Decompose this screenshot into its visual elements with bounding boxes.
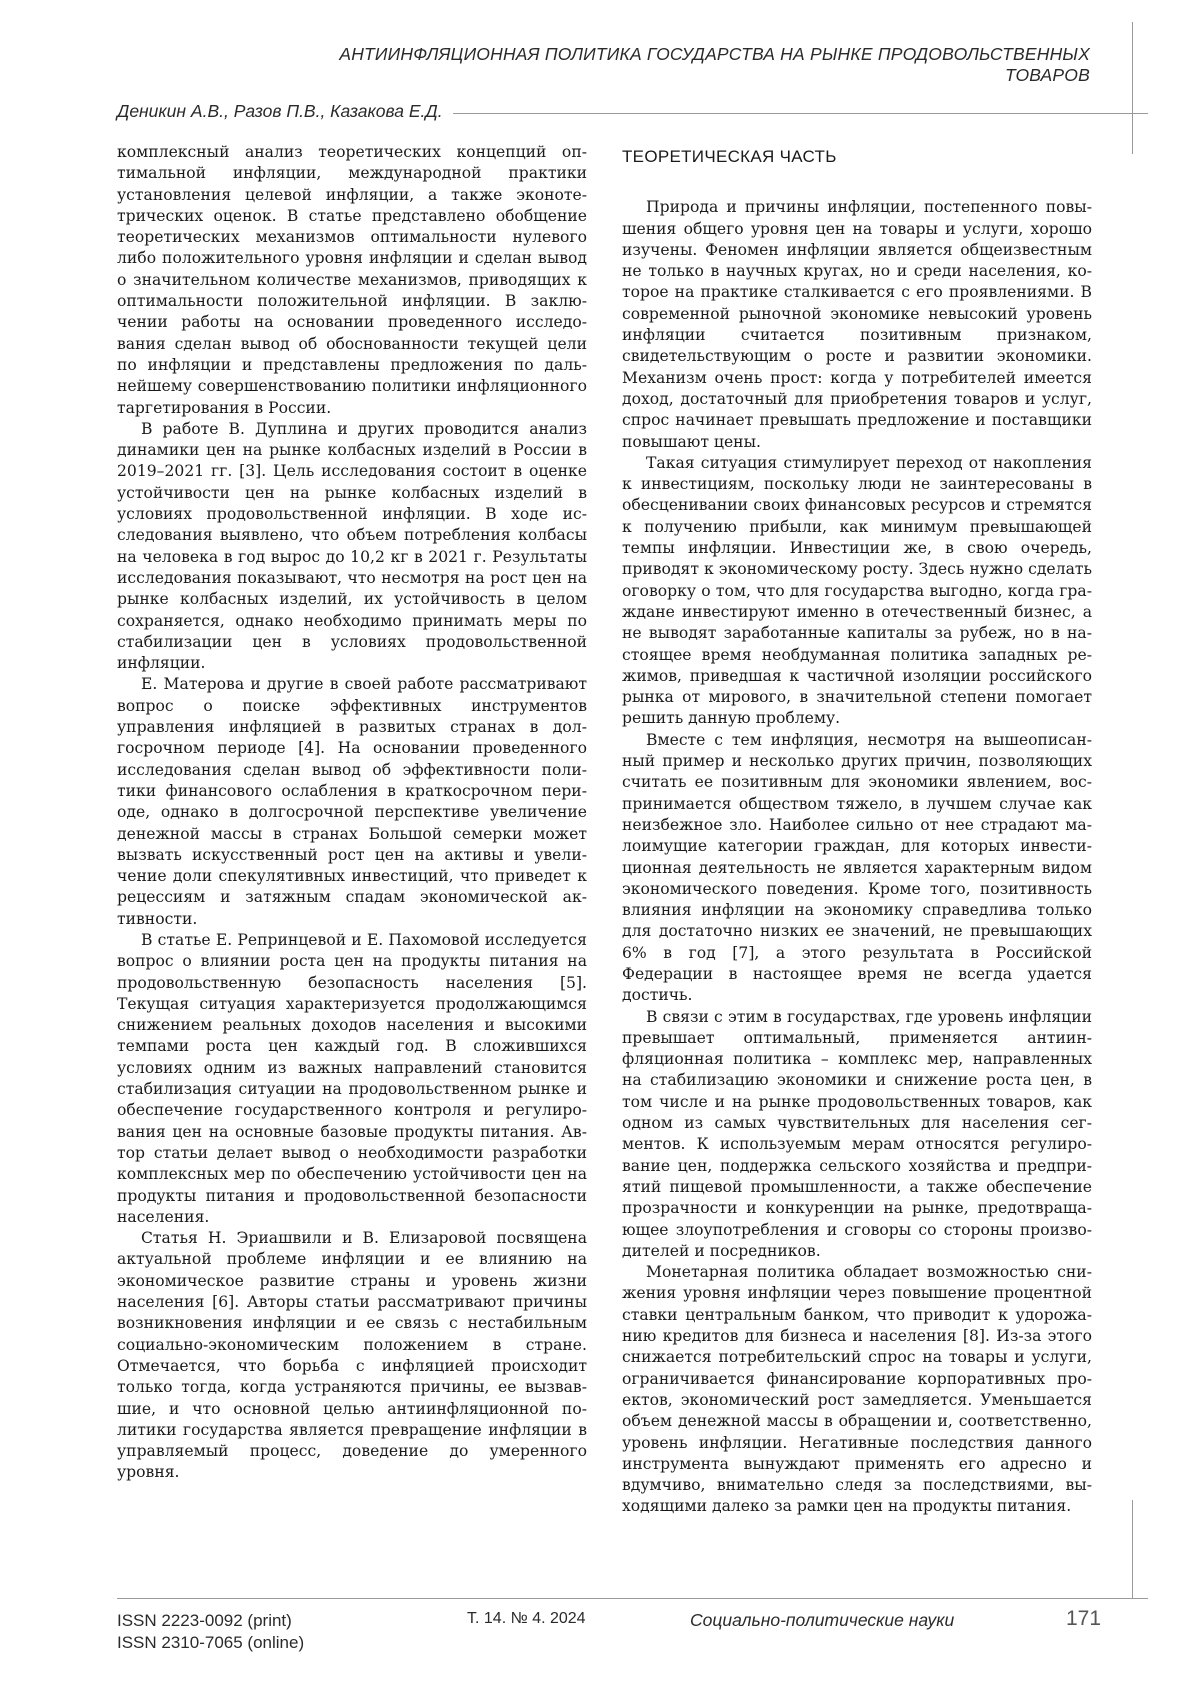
vertical-rule-top bbox=[1132, 22, 1133, 154]
paragraph: В связи с этим в государствах, где уровень инфля­ции превышает оптимальный, применяется антиин­фляционная политика – комплекс мер, направленных на стабилизацию экономики и снижение роста цен, в том числе и на рынке продовольственных товаров, как одном из самых чувствительных для населения сег­ментов. К используемым мерам относятся регулиро­вание цен, поддержка сельского хозяйства и предпри­ятий пищевой промышленности, а также обеспечение прозрачности и конкуренции на рынке, предотвраща­ющее злоупотребления и сговоры со стороны произво­дителей и посредников. bbox=[622, 1007, 1092, 1263]
paragraph: Статья Н. Эриашвили и В. Елизаровой посвяще­на актуальной проблеме инфляции и ее влиянию на экономическое развитие страны и уровень жизни населения [6]. Авторы статьи рассматривают причи­ны возникновения инфляции и ее связь с нестабиль­ным социально-экономическим положением в стра­не. Отмечается, что борьба с инфляцией происходит только тогда, когда устраняются причины, ее вызвав­шие, и что основной целью антиинфляционной по­литики государства является превращение инфляции в управляемый процесс, доведение до умеренного уровня. bbox=[117, 1228, 587, 1484]
paragraph: комплексный анализ теоретических концепций оп­тимальной инфляции, международной практики установления целевой инфляции, а также эконоте­трических оценок. В статье представлено обобщение теоретических механизмов оптимальности нулевого либо положительного уровня инфляции и сделан вывод о значительном количестве механизмов, приводящих к оптимальности положительной инфляции. В заклю­чении работы на основании проведенного исследо­вания сделан вывод об обоснованности текущей цели по инфляции и представлены предложения по даль­нейшему совершенствованию политики инфляцион­ного таргетирования в России. bbox=[117, 142, 587, 419]
authors: Деникин А.В., Разов П.В., Казакова Е.Д. bbox=[117, 101, 443, 122]
paragraph: Е. Матерова и другие в своей работе рассматри­вают вопрос о поиске эффективных инструментов управления инфляцией в развитых странах в дол­госрочном периоде [4]. На основании проведенного исследования сделан вывод об эффективности поли­тики финансового ослабления в краткосрочном пери­оде, однако в долгосрочной перспективе увеличение денежной массы в странах Большой семерки может вызвать искусственный рост цен на активы и увели­чение доли спекулятивных инвестиций, что приведет к рецессиям и затяжным спадам экономической ак­тивности. bbox=[117, 674, 587, 930]
right-column bbox=[622, 142, 1092, 1518]
vertical-rule-bottom bbox=[1132, 1500, 1133, 1598]
issn-print: ISSN 2223-0092 (print) bbox=[117, 1610, 304, 1632]
paragraph: Природа и причины инфляции, постепенного повы­шения общего уровня цен на товары и услуги, хорошо изучены. Феномен инфляции является общеизвестным не только в научных кругах, но и среди населения, ко­торое на практике сталкивается с его проявлениями. В современной рыночной экономике невысокий уро­вень инфляции считается позитивным признаком, свидетельствующим о росте и развитии экономики. Механизм очень прост: когда у потребителей имеется доход, достаточный для приобретения товаров и услуг, спрос начинает превышать предложение и поставщики повышают цены. bbox=[622, 197, 1092, 453]
section-heading: ТЕОРЕТИЧЕСКАЯ ЧАСТЬ bbox=[622, 146, 1092, 167]
left-column bbox=[117, 142, 587, 1484]
footer-rule bbox=[117, 1598, 1148, 1599]
issn-online: ISSN 2310-7065 (online) bbox=[117, 1632, 304, 1654]
paragraph: Вместе с тем инфляция, несмотря на вышеописан­ный пример и несколько других причин, позволяющих считать ее позитивным для экономики явлением, вос­принимается обществом тяжело, в лучшем случае как неизбежное зло. Наиболее сильно от нее страдают ма­лоимущие категории граждан, для которых инвести­ционная деятельность не является характерным видом экономического поведения. Кроме того, позитивность влияния инфляции на экономику справедлива только для достаточно низких ее значений, не превышающих 6% в год [7], а этого результата в Российской Федерации в настоящее время не всегда удается достичь. bbox=[622, 730, 1092, 1007]
paragraph: В работе В. Дуплина и других проводится анализ динамики цен на рынке колбасных изделий в России в 2019–2021 гг. [3]. Цель исследования состоит в оцен­ке устойчивости цен на рынке колбасных изделий в условиях продовольственной инфляции. В ходе ис­следования выявлено, что объем потребления колбасы на человека в год вырос до 10,2 кг в 2021 г. Результаты исследования показывают, что несмотря на рост цен на рынке колбасных изделий, их устойчивость в це­лом сохраняется, однако необходимо принимать меры по стабилизации цен в условиях продовольственной инфляции. bbox=[117, 419, 587, 675]
paragraph: Такая ситуация стимулирует переход от накопления к инвестициям, поскольку люди не заинтересованы в обесценивании своих финансовых ресурсов и стре­мятся к получению прибыли, как минимум превышаю­щей темпы инфляции. Инвестиции же, в свою очередь, приводят к экономическому росту. Здесь нужно сделать оговорку о том, что для государства выгодно, когда гра­ждане инвестируют именно в отечественный бизнес, а не выводят заработанные капиталы за рубеж, но в на­стоящее время необдуманная политика западных ре­жимов, приведшая к частичной изоляции российского рынка от мирового, в значительной степени помогает решить данную проблему. bbox=[622, 453, 1092, 730]
issn-block bbox=[117, 1610, 304, 1654]
paragraph: В статье Е. Репринцевой и Е. Пахомовой исследует­ся вопрос о влиянии роста цен на продукты питания на продовольственную безопасность населения [5]. Текущая ситуация характеризуется продолжающим­ся снижением реальных доходов населения и высо­кими темпами роста цен каждый год. В сложившихся условиях одним из важных направлений становится стабилизация ситуации на продовольственном рынке и обеспечение государственного контроля и регулиро­вания цен на основные базовые продукты питания. Ав­тор статьи делает вывод о необходимости разработки комплексных мер по обеспечению устойчивости цен на продукты питания и продовольственной безопасно­сти населения. bbox=[117, 930, 587, 1228]
header-rule bbox=[453, 113, 1148, 114]
journal-name: Социально-политические науки bbox=[690, 1610, 954, 1631]
paragraph: Монетарная политика обладает возможностью сни­жения уровня инфляции через повышение процентной ставки центральным банком, что приводит к удорожа­нию кредитов для бизнеса и населения [8]. Из-за этого снижается потребительский спрос на товары и услуги, ограничивается финансирование корпоративных про­ектов, экономический рост замедляется. Уменьшается объем денежной массы в обращении и, соответствен­но, уровень инфляции. Негативные последствия дан­ного инструмента вынуждают применять его адресно и вдумчиво, внимательно следя за последствиями, вы­ходящими далеко за рамки цен на продукты питания. bbox=[622, 1262, 1092, 1518]
volume-issue: Т. 14. № 4. 2024 bbox=[467, 1610, 586, 1628]
page-number: 171 bbox=[1066, 1607, 1101, 1631]
running-title: АНТИИНФЛЯЦИОННАЯ ПОЛИТИКА ГОСУДАРСТВА НА РЫНКЕ ПРОДОВОЛЬСТВЕННЫХ ТОВАРОВ bbox=[250, 44, 1090, 86]
